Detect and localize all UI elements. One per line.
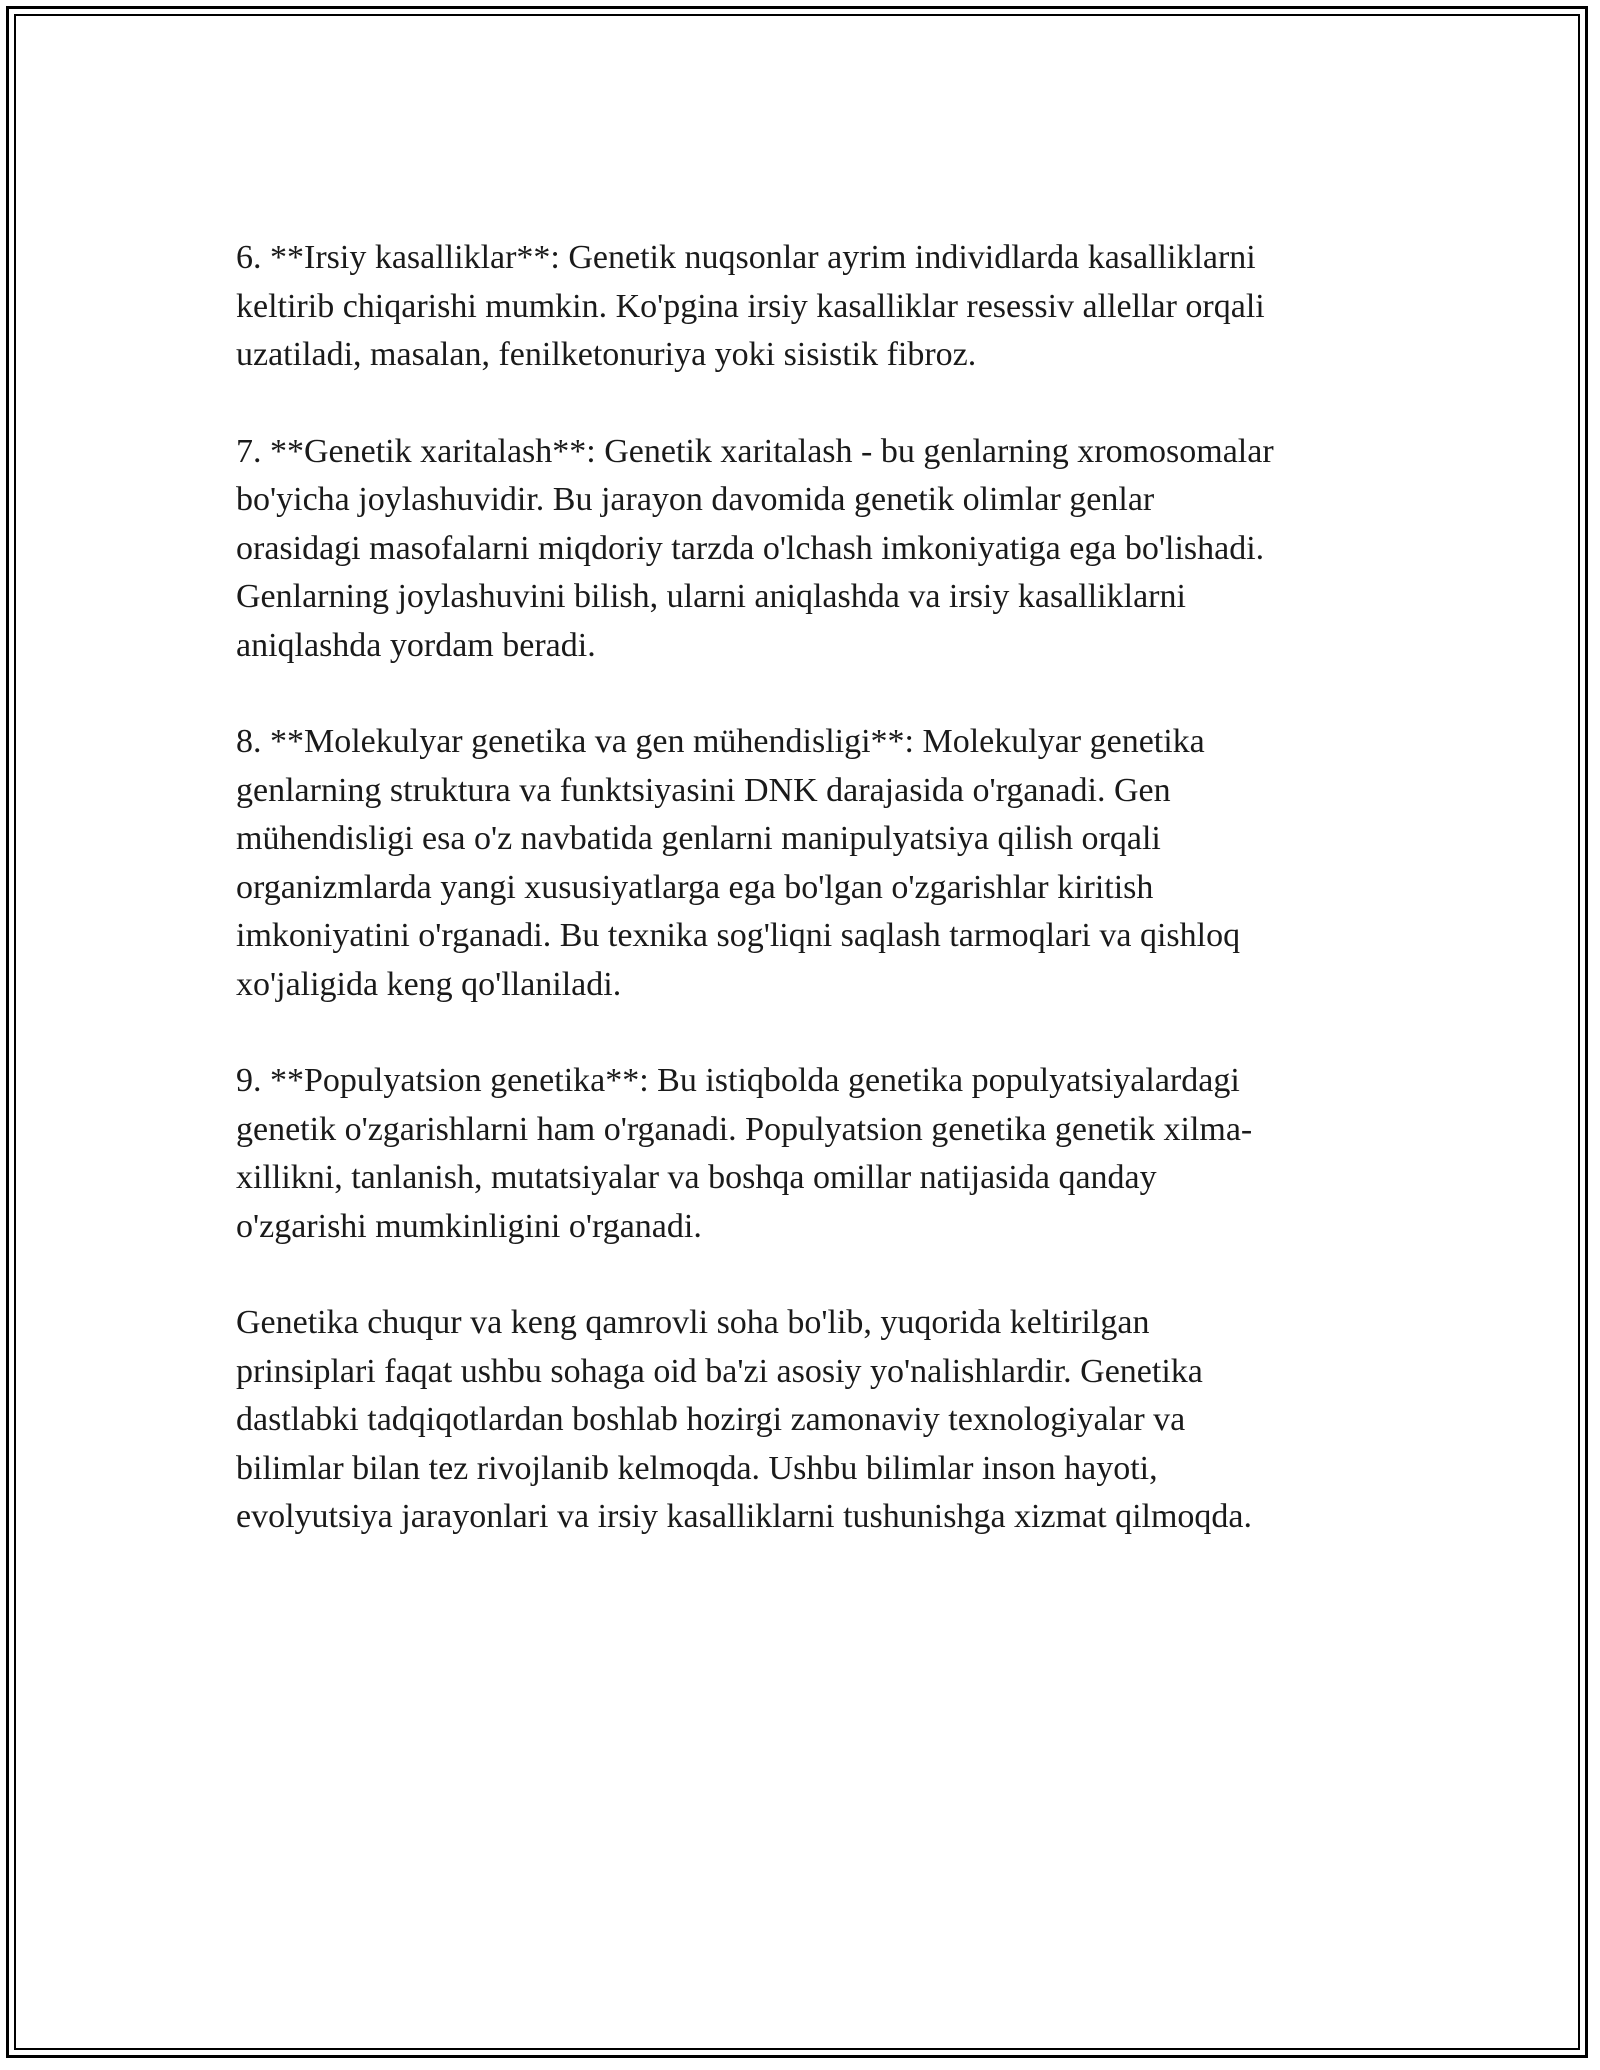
- text-line: bo'yicha joylashuvidir. Bu jarayon davomida genetik olimlar genlar: [236, 481, 1155, 518]
- text-line: prinsiplari faqat ushbu sohaga oid ba'zi asosiy yo'nalishlardir. Genetika: [236, 1352, 1203, 1390]
- text-line: 7. **Genetik xaritalash**: Genetik xaritalash - bu genlarning xromosomalar: [236, 432, 1274, 470]
- text-line: mühendisligi esa o'z navbatida genlarni manipulyatsiya qilish orqali: [236, 820, 1161, 857]
- paragraph-populyatsion-genetika: [236, 1057, 1376, 1251]
- text-line: 9. **Populyatsion genetika**: Bu istiqbolda genetika populyatsiyalardagi: [236, 1062, 1240, 1099]
- text-line: o'zgarishi mumkinligini o'rganadi.: [236, 1207, 702, 1245]
- paragraph-conclusion: [236, 1299, 1376, 1542]
- text-line: 8. **Molekulyar genetika va gen mühendisligi**: Molekulyar genetika: [236, 723, 1205, 760]
- paragraph-irsiy-kasalliklar: [236, 234, 1376, 380]
- text-line: evolyutsiya jarayonlari va irsiy kasalliklarni tushunishga xizmat qilmoqda.: [236, 1498, 1252, 1535]
- paragraph-genetik-xaritalash: [236, 428, 1376, 671]
- text-line: organizmlarda yangi xususiyatlarga ega bo'lgan o'zgarishlar kiritish: [236, 868, 1154, 906]
- text-line: 6. **Irsiy kasalliklar**: Genetik nuqsonlar ayrim individlarda kasalliklarni: [236, 239, 1256, 276]
- text-line: Genetika chuqur va keng qamrovli soha bo'lib, yuqorida keltirilgan: [236, 1304, 1150, 1341]
- text-line: bilimlar bilan tez rivojlanib kelmoqda. Ushbu bilimlar inson hayoti,: [236, 1449, 1158, 1487]
- text-line: uzatiladi, masalan, fenilketonuriya yoki sisistik fibroz.: [236, 336, 977, 373]
- document-body: [236, 234, 1376, 1590]
- text-line: keltirib chiqarishi mumkin. Ko'pgina irsiy kasalliklar resessiv allellar orqali: [236, 287, 1265, 325]
- text-line: xo'jaligida keng qo'llaniladi.: [236, 965, 622, 1003]
- text-line: genetik o'zgarishlarni ham o'rganadi. Populyatsion genetika genetik xilma-: [236, 1110, 1253, 1148]
- text-line: Genlarning joylashuvini bilish, ularni aniqlashda va irsiy kasalliklarni: [236, 578, 1186, 615]
- text-line: imkoniyatini o'rganadi. Bu texnika sog'liqni saqlash tarmoqlari va qishloq: [236, 917, 1241, 954]
- text-line: genlarning struktura va funktsiyasini DNK darajasida o'rganadi. Gen: [236, 771, 1171, 809]
- text-line: aniqlashda yordam beradi.: [236, 626, 596, 664]
- text-line: orasidagi masofalarni miqdoriy tarzda o'lchash imkoniyatiga ega bo'lishadi.: [236, 529, 1265, 567]
- text-line: xillikni, tanlanish, mutatsiyalar va boshqa omillar natijasida qanday: [236, 1159, 1157, 1196]
- paragraph-molekulyar-genetika: [236, 718, 1376, 1009]
- text-line: dastlabki tadqiqotlardan boshlab hozirgi zamonaviy texnologiyalar va: [236, 1401, 1186, 1438]
